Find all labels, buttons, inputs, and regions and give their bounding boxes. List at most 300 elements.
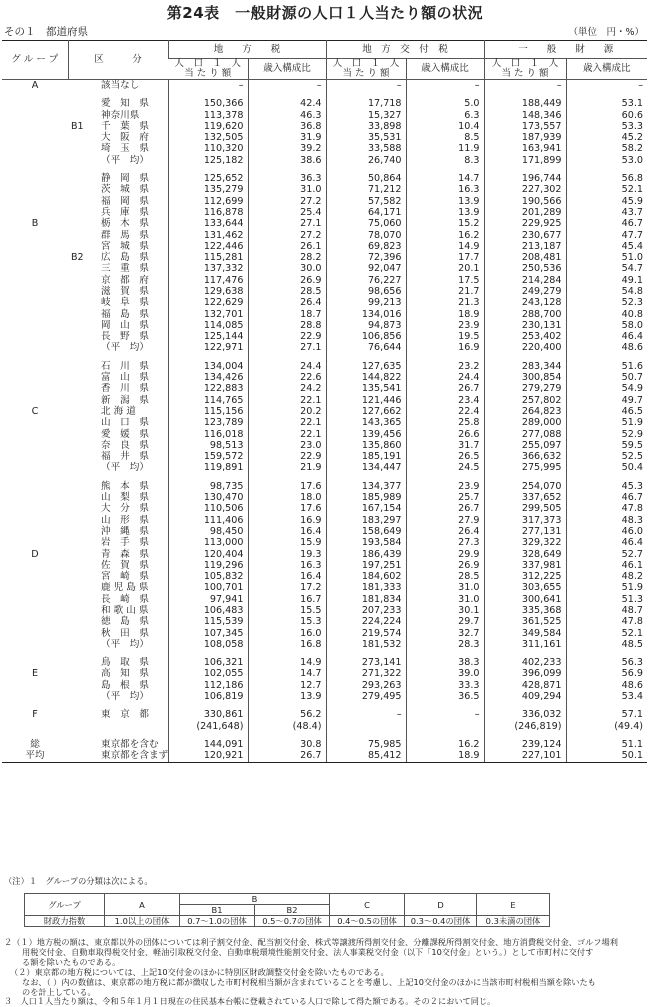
- per-capita-cell: 78,070: [326, 230, 406, 241]
- spacer-cell: [406, 91, 484, 98]
- division-cell: [68, 218, 168, 229]
- division-cell: [68, 417, 168, 428]
- group-cell: [2, 582, 68, 593]
- ratio-cell: 27.2: [248, 230, 326, 241]
- division-name: （平 均）: [101, 462, 149, 474]
- grp-label: 財政力指数: [25, 916, 105, 927]
- ratio-cell: 30.1: [406, 605, 484, 616]
- division-cell: [68, 320, 168, 331]
- ratio-cell: 45.4: [566, 241, 647, 252]
- per-capita-cell: 330,861: [168, 709, 248, 720]
- per-capita-cell: 57,582: [326, 196, 406, 207]
- group-cell: [2, 320, 68, 331]
- ratio-cell: 22.1: [248, 429, 326, 440]
- ratio-cell: 53.1: [566, 98, 647, 109]
- ratio-cell: 53.3: [566, 121, 647, 132]
- group-cell: [2, 492, 68, 503]
- ratio-cell: 51.3: [566, 594, 647, 605]
- spacer-cell: [406, 166, 484, 173]
- per-capita-cell: –: [326, 79, 406, 91]
- spacer-cell: [168, 91, 248, 98]
- ratio-cell: 18.0: [248, 492, 326, 503]
- ratio-cell: 50.4: [566, 462, 647, 473]
- division-cell: [68, 462, 168, 473]
- division-cell: [68, 155, 168, 166]
- group-cell: [2, 230, 68, 241]
- spacer-row: [2, 91, 647, 98]
- per-capita-cell: 115,156: [168, 406, 248, 417]
- division-cell: [68, 537, 168, 548]
- ratio-cell: 52.1: [566, 184, 647, 195]
- per-capita-cell: 139,456: [326, 429, 406, 440]
- ratio-cell: 26.5: [406, 451, 484, 462]
- division-name: （平 均）: [101, 342, 149, 354]
- per-capita-cell: 271,322: [326, 668, 406, 679]
- group-cell: B: [31, 218, 39, 230]
- ratio-cell: 26.4: [248, 297, 326, 308]
- per-capita-cell: 279,495: [326, 691, 406, 702]
- spacer-cell: [2, 650, 68, 657]
- grp-value: 0.3未満の団体: [477, 916, 550, 927]
- per-capita-cell: –: [168, 79, 248, 91]
- table-row: [2, 275, 647, 286]
- group-cell: [2, 417, 68, 428]
- group-cell: [2, 110, 68, 121]
- table-row: [2, 98, 647, 109]
- per-capita-cell: 277,088: [484, 429, 566, 440]
- spacer-cell: [406, 702, 484, 709]
- per-capita-cell: 98,450: [168, 526, 248, 537]
- per-capita-cell: 100,701: [168, 582, 248, 593]
- division-cell: [68, 121, 168, 132]
- ratio-cell: 31.0: [406, 594, 484, 605]
- ratio-cell: 29.9: [406, 549, 484, 560]
- table-row: [2, 297, 647, 308]
- ratio-cell: 56.2: [248, 709, 326, 720]
- division-cell: [68, 628, 168, 639]
- ratio-cell: 22.1: [248, 417, 326, 428]
- spacer-cell: [248, 354, 326, 361]
- ratio-cell: 27.1: [248, 218, 326, 229]
- per-capita-cell: 197,251: [326, 560, 406, 571]
- per-capita-cell: 249,279: [484, 286, 566, 297]
- group-cell: D: [31, 548, 39, 560]
- per-capita-cell: 108,058: [168, 639, 248, 650]
- per-capita-cell: 428,871: [484, 680, 566, 691]
- per-capita-cell: 230,131: [484, 320, 566, 331]
- table-row: [2, 462, 647, 473]
- per-capita-cell: 288,700: [484, 309, 566, 320]
- division-name: （平 均）: [101, 154, 149, 166]
- per-capita-cell: –: [326, 709, 406, 720]
- ratio-cell: 39.0: [406, 668, 484, 679]
- ratio-cell: 11.9: [406, 143, 484, 154]
- ratio-cell: 26.1: [248, 241, 326, 252]
- spacer-cell: [248, 650, 326, 657]
- division-name: 石 川 県: [101, 360, 149, 372]
- table-row: [2, 668, 647, 679]
- subgroup-label: B1: [71, 120, 84, 132]
- per-capita-cell: 35,531: [326, 132, 406, 143]
- per-capita-cell: 188,449: [484, 98, 566, 109]
- per-capita-cell: 122,629: [168, 297, 248, 308]
- header-ratio: 歳入構成比: [248, 59, 326, 80]
- table-row: [2, 481, 647, 492]
- per-capita-cell: 116,018: [168, 429, 248, 440]
- header-chihozei: 地 方 税: [168, 41, 326, 59]
- per-capita-cell: 127,635: [326, 361, 406, 372]
- per-capita-cell: 253,402: [484, 331, 566, 342]
- division-cell: [68, 196, 168, 207]
- per-capita-cell: 317,373: [484, 515, 566, 526]
- group-cell: [2, 571, 68, 582]
- per-capita-cell: 190,566: [484, 196, 566, 207]
- per-capita-cell: 122,446: [168, 241, 248, 252]
- ratio-cell: 38.6: [248, 155, 326, 166]
- ratio-cell: 27.1: [248, 342, 326, 353]
- per-capita-cell: 98,513: [168, 440, 248, 451]
- per-capita-cell: 127,662: [326, 406, 406, 417]
- per-capita-cell: 122,883: [168, 383, 248, 394]
- per-capita-cell: 335,368: [484, 605, 566, 616]
- ratio-cell: 52.9: [566, 429, 647, 440]
- division-cell: [68, 440, 168, 451]
- ratio-cell: 23.9: [406, 481, 484, 492]
- table-row: [2, 582, 647, 593]
- per-capita-cell: 119,620: [168, 121, 248, 132]
- ratio-cell: 20.2: [248, 406, 326, 417]
- division-name: 和 歌 山 県: [101, 605, 149, 616]
- per-capita-cell: 120,404: [168, 549, 248, 560]
- ratio-cell: 23.9: [406, 320, 484, 331]
- spacer-cell: [168, 702, 248, 709]
- table-row: [2, 515, 647, 526]
- group-cell: [2, 503, 68, 514]
- spacer-cell: [484, 166, 566, 173]
- grp-value: 1.0以上の団体: [105, 916, 180, 927]
- division-cell: [68, 309, 168, 320]
- group-cell: [2, 605, 68, 616]
- ratio-cell: 15.2: [406, 218, 484, 229]
- ratio-cell: 16.3: [248, 560, 326, 571]
- per-capita-cell: 75,060: [326, 218, 406, 229]
- per-capita-cell: –: [484, 79, 566, 91]
- data-table: [2, 40, 647, 763]
- group-cell: 総: [30, 738, 40, 750]
- division-name: 東京都を含む: [101, 738, 159, 750]
- table-row: [2, 252, 647, 263]
- per-capita-cell: 69,823: [326, 241, 406, 252]
- division-name: 愛 媛 県: [101, 428, 149, 440]
- table-row: [2, 230, 647, 241]
- spacer-cell: [566, 166, 647, 173]
- per-capita-cell: 98,656: [326, 286, 406, 297]
- ratio-cell: 29.7: [406, 616, 484, 627]
- ratio-cell: 49.1: [566, 275, 647, 286]
- table-row: [2, 207, 647, 218]
- ratio-cell: 23.2: [406, 361, 484, 372]
- ratio-cell: (48.4): [248, 721, 326, 732]
- ratio-cell: 31.9: [248, 132, 326, 143]
- per-capita-cell: 255,097: [484, 440, 566, 451]
- group-cell: [2, 628, 68, 639]
- grp-header: E: [477, 894, 550, 916]
- table-row: [2, 657, 647, 668]
- group-cell: [2, 98, 68, 109]
- division-cell: [68, 342, 168, 353]
- group-cell: [2, 342, 68, 353]
- spacer-cell: [484, 91, 566, 98]
- table-row: [2, 121, 647, 132]
- table-row: [2, 628, 647, 639]
- ratio-cell: 46.4: [566, 331, 647, 342]
- ratio-cell: 8.5: [406, 132, 484, 143]
- division-cell: [68, 739, 168, 750]
- division-cell: [68, 252, 168, 263]
- ratio-cell: 26.7: [406, 383, 484, 394]
- table-row: [2, 132, 647, 143]
- header-ratio: 歳入構成比: [406, 59, 484, 80]
- per-capita-cell: 283,344: [484, 361, 566, 372]
- per-capita-cell: 300,854: [484, 372, 566, 383]
- ratio-cell: 18.9: [406, 750, 484, 762]
- ratio-cell: 17.7: [406, 252, 484, 263]
- per-capita-cell: 196,744: [484, 173, 566, 184]
- per-capita-cell: 163,941: [484, 143, 566, 154]
- spacer-cell: [2, 91, 68, 98]
- group-cell: [2, 286, 68, 297]
- per-capita-cell: 227,101: [484, 750, 566, 762]
- grp-value: 0.4〜0.5の団体: [330, 916, 405, 927]
- division-name: 青 森 県: [101, 548, 149, 560]
- ratio-cell: 32.7: [406, 628, 484, 639]
- ratio-cell: 39.2: [248, 143, 326, 154]
- group-cell: [2, 429, 68, 440]
- ratio-cell: 54.7: [566, 263, 647, 274]
- spacer-cell: [68, 732, 168, 739]
- ratio-cell: 24.5: [406, 462, 484, 473]
- per-capita-cell: 299,505: [484, 503, 566, 514]
- ratio-cell: 48.6: [566, 342, 647, 353]
- ratio-cell: 15.5: [248, 605, 326, 616]
- division-name: 宮 城 県: [101, 240, 149, 252]
- per-capita-cell: 186,439: [326, 549, 406, 560]
- ratio-cell: 15.9: [248, 537, 326, 548]
- division-name: 該当なし: [101, 79, 140, 91]
- table-row: [2, 383, 647, 394]
- division-cell: [68, 184, 168, 195]
- spacer-cell: [326, 474, 406, 481]
- table-row: [2, 342, 647, 353]
- per-capita-cell: 207,233: [326, 605, 406, 616]
- spacer-cell: [2, 166, 68, 173]
- group-table: [24, 893, 550, 927]
- division-name: 熊 本 県: [101, 480, 149, 492]
- spacer-cell: [566, 732, 647, 739]
- spacer-cell: [484, 650, 566, 657]
- ratio-cell: 60.6: [566, 110, 647, 121]
- group-cell: [2, 173, 68, 184]
- ratio-cell: 49.7: [566, 395, 647, 406]
- division-cell: [68, 110, 168, 121]
- per-capita-cell: 85,412: [326, 750, 406, 762]
- per-capita-cell: 328,649: [484, 549, 566, 560]
- header-kofuzei: 地 方 交 付 税: [326, 41, 484, 59]
- spacer-cell: [406, 474, 484, 481]
- per-capita-cell: 219,574: [326, 628, 406, 639]
- table-row: [2, 605, 647, 616]
- ratio-cell: 20.1: [406, 263, 484, 274]
- division-cell: [68, 132, 168, 143]
- ratio-cell: 23.4: [406, 395, 484, 406]
- note-2-1: ２（１）地方税の額は、東京都以外の団体については利子割交付金、配当割交付金、株式等譲渡所得割交付金、分離課税所得割交付金、地方消費税交付金、ゴルフ場利: [4, 937, 618, 947]
- ratio-cell: 52.5: [566, 451, 647, 462]
- spacer-cell: [68, 166, 168, 173]
- ratio-cell: 16.8: [248, 639, 326, 650]
- per-capita-cell: 92,047: [326, 263, 406, 274]
- per-capita-cell: 148,346: [484, 110, 566, 121]
- group-cell: [2, 451, 68, 462]
- division-cell: [68, 549, 168, 560]
- per-capita-cell: 121,446: [326, 395, 406, 406]
- ratio-cell: 16.3: [406, 184, 484, 195]
- table-row: [2, 503, 647, 514]
- table-row: [2, 331, 647, 342]
- per-capita-cell: 329,322: [484, 537, 566, 548]
- division-cell: [68, 492, 168, 503]
- per-capita-cell: 115,539: [168, 616, 248, 627]
- ratio-cell: 48.2: [566, 571, 647, 582]
- spacer-cell: [326, 166, 406, 173]
- ratio-cell: 10.4: [406, 121, 484, 132]
- per-capita-cell: 143,365: [326, 417, 406, 428]
- division-cell: [68, 709, 168, 720]
- division-cell: [68, 605, 168, 616]
- per-capita-cell: 133,644: [168, 218, 248, 229]
- ratio-cell: 14.7: [248, 668, 326, 679]
- ratio-cell: 50.7: [566, 372, 647, 383]
- division-name: 長 崎 県: [101, 593, 149, 605]
- per-capita-cell: 361,525: [484, 616, 566, 627]
- group-cell: [2, 537, 68, 548]
- per-capita-cell: 113,000: [168, 537, 248, 548]
- page-title: 第24表 一般財源の人口１人当たり額の状況: [166, 4, 484, 22]
- table-row: [2, 309, 647, 320]
- per-capita-cell: 227,302: [484, 184, 566, 195]
- per-capita-cell: 181,333: [326, 582, 406, 593]
- per-capita-cell: 112,186: [168, 680, 248, 691]
- group-cell: [2, 275, 68, 286]
- division-cell: [68, 429, 168, 440]
- header-division: 区 分: [68, 41, 168, 80]
- ratio-cell: 46.7: [566, 218, 647, 229]
- group-cell: [2, 639, 68, 650]
- division-cell: [68, 241, 168, 252]
- ratio-cell: 27.9: [406, 515, 484, 526]
- per-capita-cell: 229,925: [484, 218, 566, 229]
- ratio-cell: 19.5: [406, 331, 484, 342]
- per-capita-cell: 135,279: [168, 184, 248, 195]
- group-cell: [2, 207, 68, 218]
- table-row: [2, 184, 647, 195]
- table-row: [2, 320, 647, 331]
- per-capita-cell: 173,557: [484, 121, 566, 132]
- ratio-cell: (49.4): [566, 721, 647, 732]
- group-cell: [2, 297, 68, 308]
- division-cell: [68, 173, 168, 184]
- table-row: [2, 110, 647, 121]
- ratio-cell: 45.3: [566, 481, 647, 492]
- per-capita-cell: 193,584: [326, 537, 406, 548]
- table-row: [2, 739, 647, 750]
- ratio-cell: 36.5: [406, 691, 484, 702]
- division-name: 広 島 県: [101, 252, 149, 264]
- division-name: 富 山 県: [101, 372, 149, 384]
- ratio-cell: 30.8: [248, 739, 326, 750]
- ratio-cell: 48.6: [566, 680, 647, 691]
- spacer-cell: [326, 354, 406, 361]
- per-capita-cell: 167,154: [326, 503, 406, 514]
- per-capita-cell: 26,740: [326, 155, 406, 166]
- table-body: [2, 79, 647, 762]
- per-capita-cell: 311,161: [484, 639, 566, 650]
- per-capita-cell: 76,227: [326, 275, 406, 286]
- ratio-cell: 15.3: [248, 616, 326, 627]
- per-capita-cell: 131,462: [168, 230, 248, 241]
- per-capita-cell: 312,225: [484, 571, 566, 582]
- per-capita-cell: 17,718: [326, 98, 406, 109]
- per-capita-cell: 137,332: [168, 263, 248, 274]
- ratio-cell: 31.7: [406, 440, 484, 451]
- ratio-cell: 16.7: [248, 594, 326, 605]
- per-capita-cell: 33,588: [326, 143, 406, 154]
- ratio-cell: 21.9: [248, 462, 326, 473]
- per-capita-cell: 117,476: [168, 275, 248, 286]
- division-name: 滋 賀 県: [101, 285, 149, 297]
- division-name: 長 野 県: [101, 331, 149, 343]
- table-row: [2, 361, 647, 372]
- note-2-2: （２）東京都の地方税については、上記10交付金のほかに特別区財政調整交付金を除いたものである。: [10, 967, 389, 977]
- header-per-capita: 人 口 １ 人 当 た り 額: [326, 59, 406, 80]
- division-cell: [68, 297, 168, 308]
- ratio-cell: 16.0: [248, 628, 326, 639]
- ratio-cell: 53.0: [566, 155, 647, 166]
- per-capita-cell: 158,649: [326, 526, 406, 537]
- ratio-cell: 48.7: [566, 605, 647, 616]
- ratio-cell: 16.4: [248, 571, 326, 582]
- per-capita-cell: 99,213: [326, 297, 406, 308]
- group-cell: [2, 560, 68, 571]
- per-capita-cell: 135,541: [326, 383, 406, 394]
- per-capita-cell: 275,995: [484, 462, 566, 473]
- ratio-cell: 46.3: [248, 110, 326, 121]
- grp-value: 0.5〜0.7の団体: [255, 916, 330, 927]
- spacer-cell: [248, 732, 326, 739]
- spacer-cell: [326, 650, 406, 657]
- per-capita-cell: 116,878: [168, 207, 248, 218]
- ratio-cell: 27.3: [406, 537, 484, 548]
- division-name: 山 形 県: [101, 514, 149, 526]
- group-cell: [2, 462, 68, 473]
- header-ippan: 一 般 財 源: [484, 41, 647, 59]
- division-cell: [68, 750, 168, 762]
- division-cell: [68, 275, 168, 286]
- ratio-cell: 8.3: [406, 155, 484, 166]
- ratio-cell: 54.8: [566, 286, 647, 297]
- spacer-cell: [484, 474, 566, 481]
- ratio-cell: 33.3: [406, 680, 484, 691]
- per-capita-cell: 15,327: [326, 110, 406, 121]
